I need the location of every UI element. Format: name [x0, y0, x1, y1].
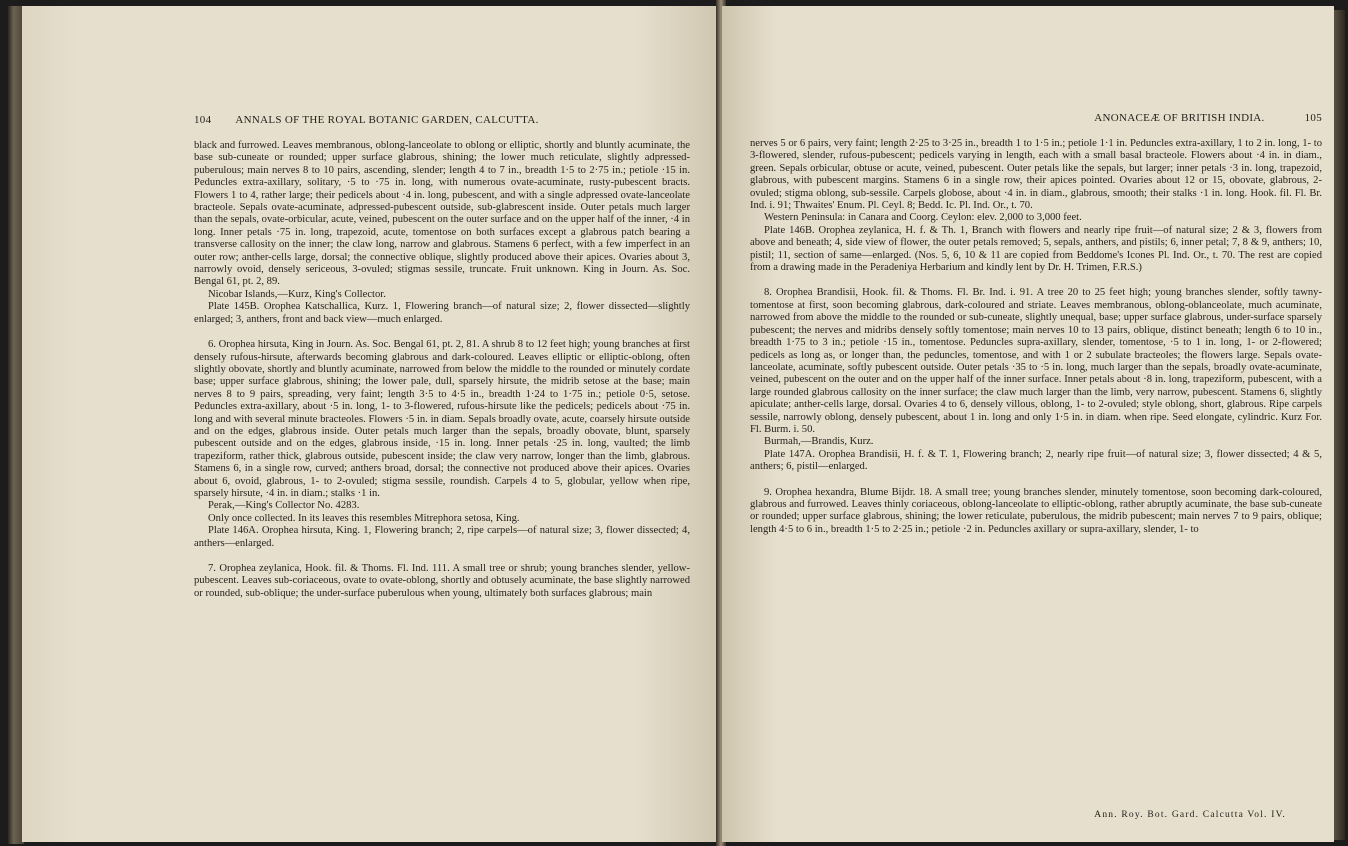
- paragraph: Nicobar Islands,—Kurz, King's Collector.: [208, 288, 386, 300]
- paragraph: Western Peninsula: in Canara and Coorg. Ceylon: elev. 2,000 to 3,000 feet.: [764, 212, 1082, 224]
- paragraph: nerves 5 or 6 pairs, very faint; length 2·25 to 3·25 in., breadth 1 to 1·5 in.; petiole 1·1 in. Peduncles extra-axillary, 1 to 2 in. long, 1- to 3-flowered, slender, rufous-pubescent; pedicels varying in length, each with a small basal bracteole. Flowers about ·4 in. in diam., green. Sepals orbicular, obtuse or acute, veined, pubescent. Outer petals like the sepals, but larger; inner petals ·3 in. long, trapezoid, glabrous, with pubescent margins. Stamens 6 in a single row, their apices pointed. Ovaries about 12 or 15, obovate, glabrous, 2-ovuled; stigma oblong, sub-sessile. Carpels globose, about ·4 in. in diam., glabrous, smooth; their stalks ·1 in. long. Hook. fil. Fl. Br. Ind. i. 91; Thwaites' Enum. Pl. Ceyl. 8; Bedd. Ic. Pl. Ind. Or., t. 70.: [750, 138, 1322, 212]
- paragraph: Only once collected. In its leaves this resembles Mitrephora setosa, King.: [208, 512, 520, 524]
- right-page: [722, 6, 1334, 842]
- species-entry: 6. Orophea hirsuta, King in Journ. As. Soc. Bengal 61, pt. 2, 81. A shrub 8 to 12 feet high; young branches at first densely rufous-hirsute, afterwards becoming glabrous and dark-coloured. Leaves elliptic or elliptic-oblong, often slightly obovate, shortly and bluntly acuminate, narrowed from below the middle to the rounded or minutely cordate base; upper surface glabrous, shining; the lower pale, dull, sparsely hirsute, the midrib setose at the base; main nerves 8 to 9 pairs, spreading, very faint; length 3·5 to 4·5 in., breadth 1·24 to 1·75 in.; petiole 0·5, setose. Peduncles extra-axillary, about ·5 in. long, 1- to 3-flowered, rufous-hirsute like the pedicels; pedicels about ·75 in. long and with several minute bracteoles. Flowers ·5 in. in diam. Sepals broadly ovate, acute, coarsely hirsute outside and on the edges, glabrous inside. Outer petals much larger than the sepals, broadly obovate, blunt, sparsely pubescent outside and on the edges, glabrous inside, ·15 in. long. Inner petals ·25 in. long, vaulted; the limb trapeziform, rather thick, glabrous outside, pubescent inside; the claw very narrow, longer than the limb, glabrous. Stamens 6, in a single row, curved; anthers broad, dorsal; the connective not produced above their apices. Ovaries about 6, ovoid, glabrous, 1- to 2-ovuled; stigma sessile, roundish. Carpels 4 to 5, globular, yellow when ripe, sparsely hirsute, ·4 in. in diam.; stalks ·1 in.: [194, 339, 690, 499]
- paragraph: Perak,—King's Collector No. 4283.: [208, 500, 360, 512]
- book-edge-right: [1333, 10, 1345, 840]
- paragraph: black and furrowed. Leaves membranous, oblong-lanceolate to oblong or elliptic, shortly and bluntly acuminate, the base sub-cuneate or rounded; upper surface glabrous, shining; the lower much reticulate, slightly adpressed-puberulous; main nerves 8 to 10 pairs, ascending, slender; length 4 to 7 in., breadth 1·5 to 2·75 in.; petiole ·15 in. Peduncles extra-axillary, solitary, ·5 to ·75 in. long, with numerous ovate-acuminate, rusty-pubescent bracts. Flowers 1 to 4, rather large; their pedicels about ·4 in. long, pubescent, and with a single adpressed ovate-lanceolate bracteole. Sepals ovate-acuminate, adpressed-pubescent outside, sub-glabrescent inside. Outer petals much larger than the sepals, ovate-orbicular, acute, veined, pubescent on the outer surface and on the upper half of the inner, ·4 in long. Inner petals ·75 in. long, trapezoid, acute, tomentose on both surfaces except a glabrous patch bearing a transverse callosity on the inner; the claw long, narrow and glabrous. Stamens 6 perfect, with a few imperfect in an outer row; anther-cells large, dorsal; the connective oblique, slightly produced above their apices. Ovaries about 3, narrowly ovoid, densely sericeous, 3-ovuled; stigmas sessile, truncate. Fruit unknown. King in Journ. As. Soc. Bengal 61, pt. 2, 89.: [194, 140, 690, 288]
- paragraph: Burmah,—Brandis, Kurz.: [764, 436, 874, 448]
- right-page-header: [750, 112, 1322, 124]
- species-entry: 8. Orophea Brandisii, Hook. fil. & Thoms. Fl. Br. Ind. i. 91. A tree 20 to 25 feet high; young branches slender, softly tawny-tomentose at first, soon becoming glabrous, dark-coloured and striate. Leaves membranous, oblong-oblanceolate, much acuminate, narrowed from above the middle to the rounded or sub-cuneate, slightly unequal, base; upper surface glabrous, under-surface sparsely pubescent; the nerves and midribs densely softly tomentose; main nerves 10 to 13 pairs, oblique, distinct beneath; length 6 to 10 in., breadth 1·75 to 3 in.; petiole ·15 in., tomentose. Peduncles supra-axillary, slender, tomentose, ·5 to 1 in. long, 1- or 2-flowered; pedicels as long as, or longer than, the peduncles, tomentose, and with 1 or 2 subulate bracteoles; the flowers large. Sepals ovate-lanceolate, acuminate, softly pubescent outside. Outer petals ·35 to ·5 in. long, much larger than the sepals, broadly ovate-acuminate, veined, pubescent on the outer and on the upper half of the inner surface. Inner petals about ·8 in. long, trapeziform, pubescent, with a large rounded glabrous callosity on the inner surface; the claw much larger than the limb, very narrow, pubescent. Stamens 6, slightly apiculate; anther-cells large, dorsal. Ovaries 4 to 6, densely villous, oblong, 1- to 2-ovuled; style oblong, short, glabrous. Ripe carpels sessile, narrowly oblong, densely pubescent, about 1 in. long and only 1·5 in. in diam. when ripe. Seed elongate, cylindric. Kurz For. Fl. Burm. i. 50.: [750, 287, 1322, 435]
- left-page-header: [194, 114, 690, 126]
- page-number: 104: [194, 114, 212, 126]
- running-header: ANNALS OF THE ROYAL BOTANIC GARDEN, CALCUTTA.: [235, 114, 539, 126]
- running-header: ANONACEÆ OF BRITISH INDIA.: [1094, 112, 1265, 124]
- plate-caption: Plate 146B. Orophea zeylanica, H. f. & Th. 1, Branch with flowers and nearly ripe fruit—of natural size; 2 & 3, flowers from above and beneath; 4, side view of flower, the outer petals removed; 5, sepals, anthers, and pistils; 6, inner petal; 7, 8 & 9, anthers; 10, pistil; 11, section of same—enlarged. (Nos. 5, 6, 10 & 11 are copied from Beddome's Icones Pl. Ind. Or., t. 70. The rest are copied from a drawing made in the Peradeniya Herbarium and kindly lent by Dr. H. Trimen, F.R.S.): [750, 224, 1322, 274]
- right-page-body: [750, 138, 1322, 536]
- left-page: [22, 6, 720, 842]
- page-footer: Ann. Roy. Bot. Gard. Calcutta Vol. IV.: [1094, 810, 1286, 820]
- species-entry: 9. Orophea hexandra, Blume Bijdr. 18. A small tree; young branches slender, minutely tomentose, soon becoming dark-coloured, glabrous and furrowed. Leaves thinly coriaceous, oblong-lanceolate to elliptic-oblong, rather abruptly acuminate, the base sub-cuneate or rounded; upper surface glabrous, shining; the lower reticulate, puberulous, the midrib pubescent; main nerves 7 to 9 pairs, oblique; length 4·5 to 6 in., breadth 1·5 to 2·25 in.; petiole ·2 in. Peduncles axillary or supra-axillary, slender, 1- to: [750, 486, 1322, 535]
- page-number: 105: [1304, 112, 1322, 124]
- plate-caption: Plate 146A. Orophea hirsuta, King. 1, Flowering branch; 2, ripe carpels—of natural size; 3, flower dissected; 4, anthers—enlarged.: [194, 525, 690, 549]
- plate-caption: Plate 145B. Orophea Katschallica, Kurz. 1, Flowering branch—of natural size; 2, flower dissected—slightly enlarged; 3, anthers, front and back view—much enlarged.: [194, 301, 690, 325]
- plate-caption: Plate 147A. Orophea Brandisii, H. f. & T. 1, Flowering branch; 2, nearly ripe fruit—of natural size; 3, flower dissected; 4 & 5, anthers; 6, pistil—enlarged.: [750, 448, 1322, 473]
- species-entry: 7. Orophea zeylanica, Hook. fil. & Thoms. Fl. Ind. 111. A small tree or shrub; young branches slender, yellow-pubescent. Leaves sub-coriaceous, ovate to ovate-oblong, shortly and obtusely acuminate, the base slightly narrowed or rounded, sub-oblique; the under-surface puberulous when young, ultimately both surfaces glabrous; main: [194, 563, 690, 599]
- left-page-body: [194, 140, 690, 600]
